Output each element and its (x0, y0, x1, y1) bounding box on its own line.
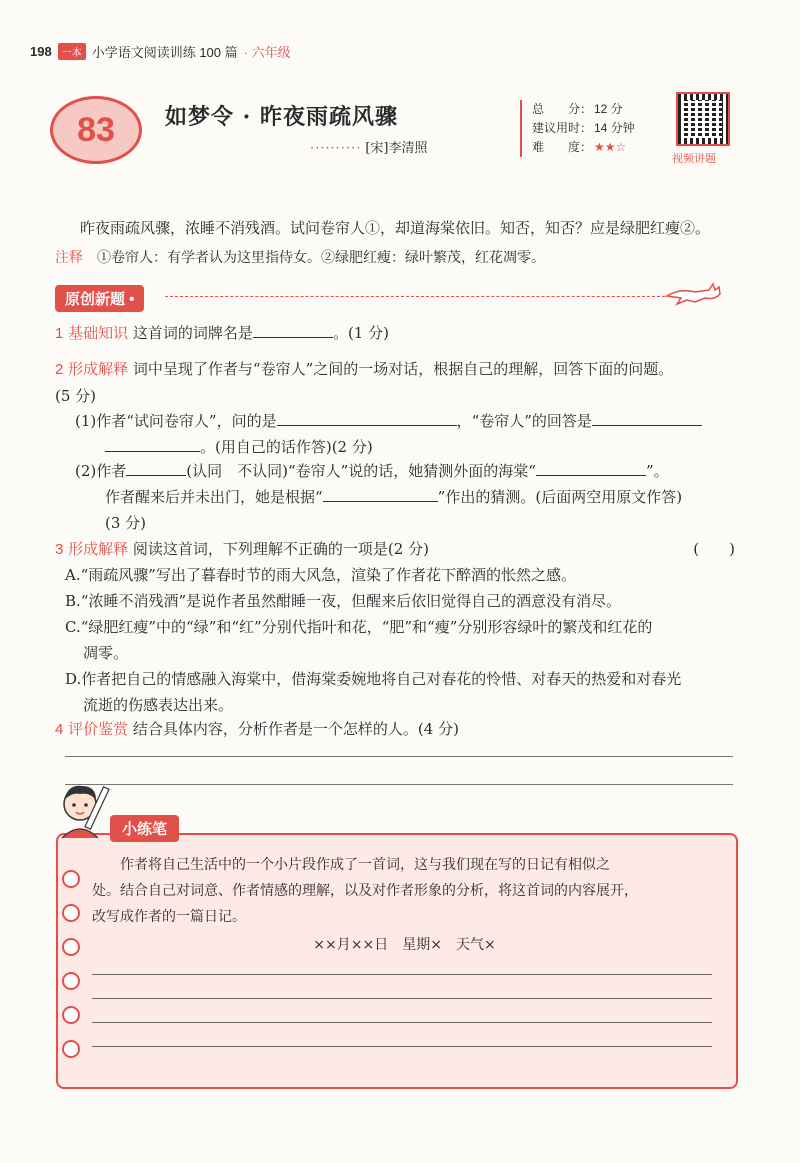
brand-badge: 一本 (58, 43, 86, 60)
question-text: 结合具体内容，分析作者是一个怎样的人。(4 分) (132, 720, 459, 738)
answer-line[interactable] (65, 784, 733, 785)
notes-text: ①卷帘人：有学者认为这里指侍女。②绿肥红瘦：绿叶繁茂，红花凋零。 (97, 250, 545, 266)
lesson-number: 83 (50, 96, 142, 164)
question-tag: 形成解释 (68, 541, 129, 558)
binder-ring (62, 1006, 80, 1024)
binder-ring (62, 1040, 80, 1058)
answer-blank[interactable] (592, 411, 702, 426)
lesson-author (310, 137, 427, 156)
page-header (30, 42, 291, 61)
question-2 (55, 356, 755, 409)
question-number: 4 (55, 721, 64, 738)
diary-date-line: ××月××日 星期× 天气× (313, 937, 496, 953)
answer-blank[interactable] (277, 411, 457, 426)
answer-blank[interactable] (105, 437, 200, 452)
question-tag: 评价鉴赏 (68, 721, 129, 738)
sub-question-score: (3 分) (105, 514, 147, 532)
question-text: 这首词的词牌名是 (132, 324, 253, 342)
sub-question-text: (认同 不认同)“卷帘人”说的话，她猜测外面的海棠“ (186, 462, 536, 480)
writing-line[interactable] (92, 1046, 712, 1047)
question-number: 3 (55, 541, 64, 558)
qr-label: 视频讲题 (672, 153, 716, 165)
notes-label: 注释 (55, 250, 83, 266)
option-d-cont: 流逝的伤感表达出来。 (83, 696, 234, 714)
section-title: 原创新题 • (55, 285, 144, 312)
question-2-sub-1 (75, 408, 755, 460)
time-label: 建议用时： (532, 121, 593, 135)
total-label: 总 分： (532, 102, 593, 116)
option-c-cont: 凋零。 (83, 644, 129, 662)
question-2-sub-2 (75, 458, 755, 536)
practice-line-2: 处。结合自己对词意、作者情感的理解，以及对作者形象的分析，将这首词的内容展开， (92, 883, 638, 899)
writing-line[interactable] (92, 998, 712, 999)
sub-question-text: 。(用自己的话作答)(2 分) (200, 438, 373, 456)
time-value: 14 分钟 (594, 121, 635, 135)
practice-tag: 小练笔 (110, 815, 179, 842)
option-c[interactable]: C.“绿肥红瘦”中的“绿”和“红”分别代指叶和花，“肥”和“瘦”分别形容绿叶的繁茂和红花的 (65, 618, 653, 636)
sub-question-text: ”作出的猜测。(后面两空用原文作答) (437, 488, 683, 506)
answer-blank[interactable] (253, 323, 333, 338)
sub-question-text: (2)作者 (75, 462, 127, 480)
lesson-title: 如梦令 · 昨夜雨疏风骤 (165, 104, 398, 130)
answer-bracket[interactable]: ( ) (693, 540, 735, 558)
binder-ring (62, 904, 80, 922)
dots-decoration: ·········· (310, 141, 362, 156)
writing-line[interactable] (92, 974, 712, 975)
grade-label: · 六年级 (243, 45, 291, 60)
question-score: 。(1 分) (332, 324, 389, 342)
question-3 (55, 536, 755, 563)
option-d[interactable]: D.作者把自己的情感融入海棠中，借海棠委婉地将自己对春花的怜惜、对春天的热爱和对春光 (65, 670, 682, 688)
answer-blank[interactable] (126, 461, 186, 476)
total-value: 12 分 (594, 102, 623, 116)
author-name: [宋]李清照 (365, 141, 428, 156)
practice-line-3: 改写成作者的一篇日记。 (92, 909, 246, 925)
student-mascot-icon (50, 780, 114, 840)
binder-ring (62, 972, 80, 990)
qr-code-icon[interactable] (676, 92, 730, 146)
sub-question-text: ，“卷帘人”的回答是 (456, 412, 592, 430)
section-title-text: 原创新题 (65, 291, 126, 308)
binder-ring (62, 870, 80, 888)
difficulty-label: 难 度： (532, 140, 593, 154)
section-divider (165, 296, 665, 297)
binder-ring (62, 938, 80, 956)
difficulty-stars: ★★☆ (594, 140, 627, 154)
page-number: 198 (30, 44, 52, 59)
question-text: 阅读这首词，下列理解不正确的一项是(2 分) (132, 540, 429, 558)
question-4 (55, 716, 755, 743)
sub-question-text: (1)作者“试问卷帘人”，问的是 (75, 412, 277, 430)
question-tag: 基础知识 (68, 325, 129, 342)
book-title: 小学语文阅读训练 100 篇 (91, 45, 238, 60)
option-a[interactable]: A.“雨疏风骤”写出了暮春时节的雨大风急，渲染了作者花下醉酒的怅然之感。 (65, 566, 576, 584)
cat-icon (665, 278, 725, 306)
question-number: 2 (55, 361, 64, 378)
question-tag: 形成解释 (68, 361, 129, 378)
question-1 (55, 320, 755, 347)
sub-question-text: ”。 (645, 462, 669, 480)
answer-blank[interactable] (536, 461, 646, 476)
question-3-options (65, 562, 755, 718)
practice-line-1: 作者将自己生活中的一个小片段作成了一首词，这与我们现在写的日记有相似之 (120, 857, 610, 873)
answer-blank[interactable] (323, 487, 438, 502)
sub-question-text: 作者醒来后并未出门，她是根据“ (105, 488, 323, 506)
question-score: (5 分) (55, 387, 97, 405)
answer-line[interactable] (65, 756, 733, 757)
option-b[interactable]: B.“浓睡不消残酒”是说作者虽然酣睡一夜，但醒来后依旧觉得自己的酒意没有消尽。 (65, 592, 622, 610)
notes (55, 247, 545, 267)
question-text: 词中呈现了作者与“卷帘人”之间的一场对话，根据自己的理解，回答下面的问题。 (132, 360, 674, 378)
lesson-info (520, 100, 635, 157)
question-number: 1 (55, 325, 64, 342)
writing-line[interactable] (92, 1022, 712, 1023)
poem-text: 昨夜雨疏风骤，浓睡不消残酒。试问卷帘人①，却道海棠依旧。知否，知否？应是绿肥红瘦②。 (80, 219, 711, 237)
